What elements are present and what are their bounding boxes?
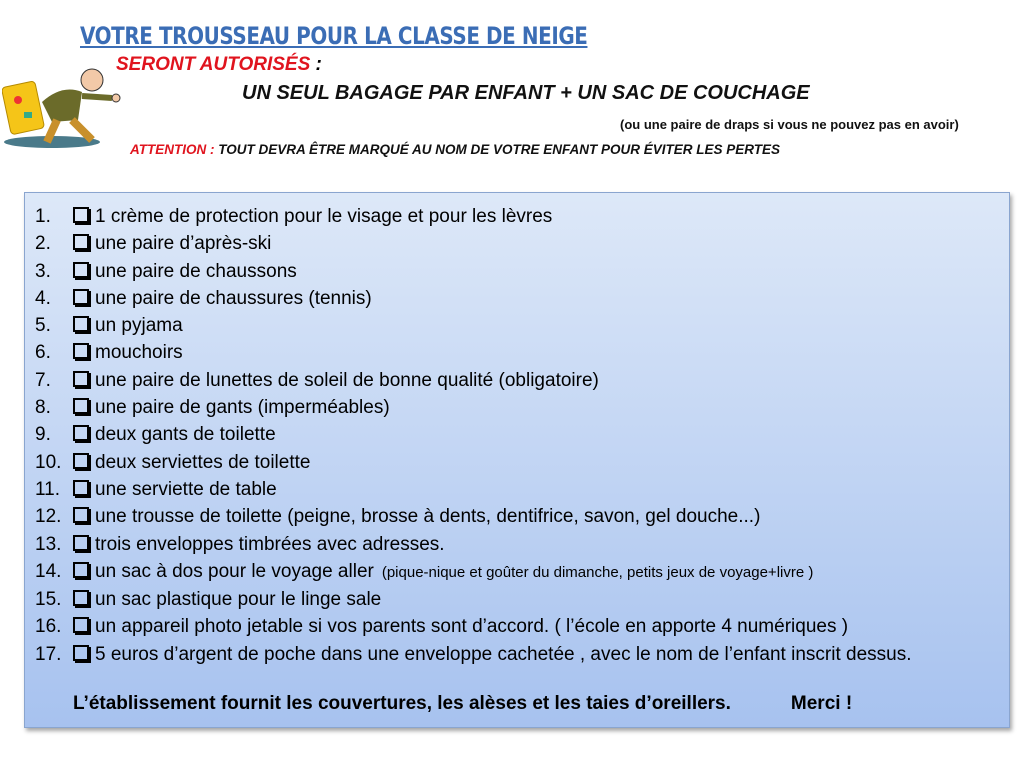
- checklist-item: [35, 367, 911, 394]
- checkbox-icon[interactable]: [73, 398, 89, 414]
- traveler-with-suitcase-illustration: [2, 62, 128, 152]
- item-text: un appareil photo jetable si vos parents sont d’accord. ( l’école en apporte 4 numériques ): [95, 616, 849, 638]
- attention-text: TOUT DEVRA ÊTRE MARQUÉ AU NOM DE VOTRE ENFANT POUR ÉVITER LES PERTES: [214, 142, 781, 157]
- item-text: une paire de gants (imperméables): [95, 397, 390, 419]
- item-text: un sac plastique pour le linge sale: [95, 589, 382, 611]
- item-number: 12.: [35, 506, 62, 528]
- checkbox-icon[interactable]: [73, 617, 89, 633]
- item-text: une paire de chaussons: [95, 260, 297, 282]
- attention-notice: [130, 142, 780, 157]
- checklist-item: [35, 258, 911, 285]
- item-text: deux serviettes de toilette: [95, 451, 311, 473]
- item-number: 17.: [35, 643, 62, 665]
- item-text: mouchoirs: [95, 342, 183, 364]
- item-number: 14.: [35, 560, 62, 582]
- footer-text: L’établissement fournit les couvertures, les alèses et les taies d’oreillers.: [73, 693, 731, 714]
- thanks-text: Merci !: [790, 693, 853, 714]
- checklist-item: [35, 641, 911, 668]
- checklist-item: [35, 203, 911, 230]
- allowed-colon: :: [310, 54, 322, 75]
- item-number: 4.: [35, 287, 51, 309]
- item-number: 16.: [35, 616, 62, 638]
- checklist-item: [35, 476, 911, 503]
- item-text: trois enveloppes timbrées avec adresses.: [95, 533, 445, 555]
- footer-note: [73, 693, 852, 715]
- checkbox-icon[interactable]: [73, 480, 89, 496]
- item-number: 15.: [35, 589, 62, 611]
- attention-label: ATTENTION :: [130, 142, 215, 157]
- item-text: une serviette de table: [95, 478, 277, 500]
- checklist-item: [35, 312, 911, 339]
- checklist-item: [35, 503, 911, 530]
- item-text: une paire d’après-ski: [95, 233, 272, 255]
- checkbox-icon[interactable]: [73, 562, 89, 578]
- checkbox-icon[interactable]: [73, 234, 89, 250]
- luggage-rule: UN SEUL BAGAGE PAR ENFANT + UN SAC DE COUCHAGE: [242, 82, 810, 104]
- checkbox-icon[interactable]: [73, 645, 89, 661]
- checklist-item: [35, 558, 911, 586]
- item-number: 5.: [35, 315, 51, 337]
- sheets-note: (ou une paire de draps si vous ne pouvez pas en avoir): [620, 117, 959, 132]
- checkbox-icon[interactable]: [73, 289, 89, 305]
- checklist-item: [35, 285, 911, 312]
- checklist-item: [35, 586, 911, 613]
- item-text: un pyjama: [95, 315, 183, 337]
- checklist-item: [35, 449, 911, 476]
- item-text: 5 euros d’argent de poche dans une enveloppe cachetée , avec le nom de l’enfant inscrit dessus.: [95, 643, 912, 665]
- checkbox-icon[interactable]: [73, 507, 89, 523]
- checkbox-icon[interactable]: [73, 343, 89, 359]
- item-number: 10.: [35, 451, 62, 473]
- page-title: VOTRE TROUSSEAU POUR LA CLASSE DE NEIGE: [80, 22, 588, 50]
- item-text: une paire de lunettes de soleil de bonne qualité (obligatoire): [95, 369, 599, 391]
- checklist-item: [35, 613, 911, 640]
- item-text: deux gants de toilette: [95, 424, 276, 446]
- checkbox-icon[interactable]: [73, 316, 89, 332]
- item-number: 13.: [35, 533, 62, 555]
- item-number: 7.: [35, 369, 51, 391]
- item-text: un sac à dos pour le voyage aller: [95, 560, 374, 582]
- item-number: 6.: [35, 342, 51, 364]
- item-number: 3.: [35, 260, 51, 282]
- checklist-item: [35, 531, 911, 558]
- checkbox-icon[interactable]: [73, 535, 89, 551]
- checklist-item: [35, 421, 911, 448]
- checklist-item: [35, 230, 911, 257]
- item-number: 2.: [35, 233, 51, 255]
- checklist-box: [24, 192, 1010, 728]
- checkbox-icon[interactable]: [73, 453, 89, 469]
- checklist: [35, 203, 911, 668]
- checklist-item: [35, 339, 911, 366]
- checkbox-icon[interactable]: [73, 371, 89, 387]
- item-text: une trousse de toilette (peigne, brosse à dents, dentifrice, savon, gel douche...): [95, 506, 761, 528]
- item-number: 11.: [35, 478, 61, 500]
- checkbox-icon[interactable]: [73, 425, 89, 441]
- allowed-heading: [116, 54, 322, 76]
- item-number: 8.: [35, 397, 51, 419]
- allowed-label: SERONT AUTORISÉS: [116, 54, 311, 75]
- checkbox-icon[interactable]: [73, 590, 89, 606]
- checkbox-icon[interactable]: [73, 207, 89, 223]
- item-text: 1 crème de protection pour le visage et pour les lèvres: [95, 206, 553, 227]
- checkbox-icon[interactable]: [73, 262, 89, 278]
- checklist-item: [35, 394, 911, 421]
- item-number: 1.: [35, 206, 51, 227]
- item-number: 9.: [35, 424, 51, 446]
- item-note: (pique-nique et goûter du dimanche, petits jeux de voyage+livre ): [381, 563, 814, 581]
- item-text: une paire de chaussures (tennis): [95, 287, 372, 309]
